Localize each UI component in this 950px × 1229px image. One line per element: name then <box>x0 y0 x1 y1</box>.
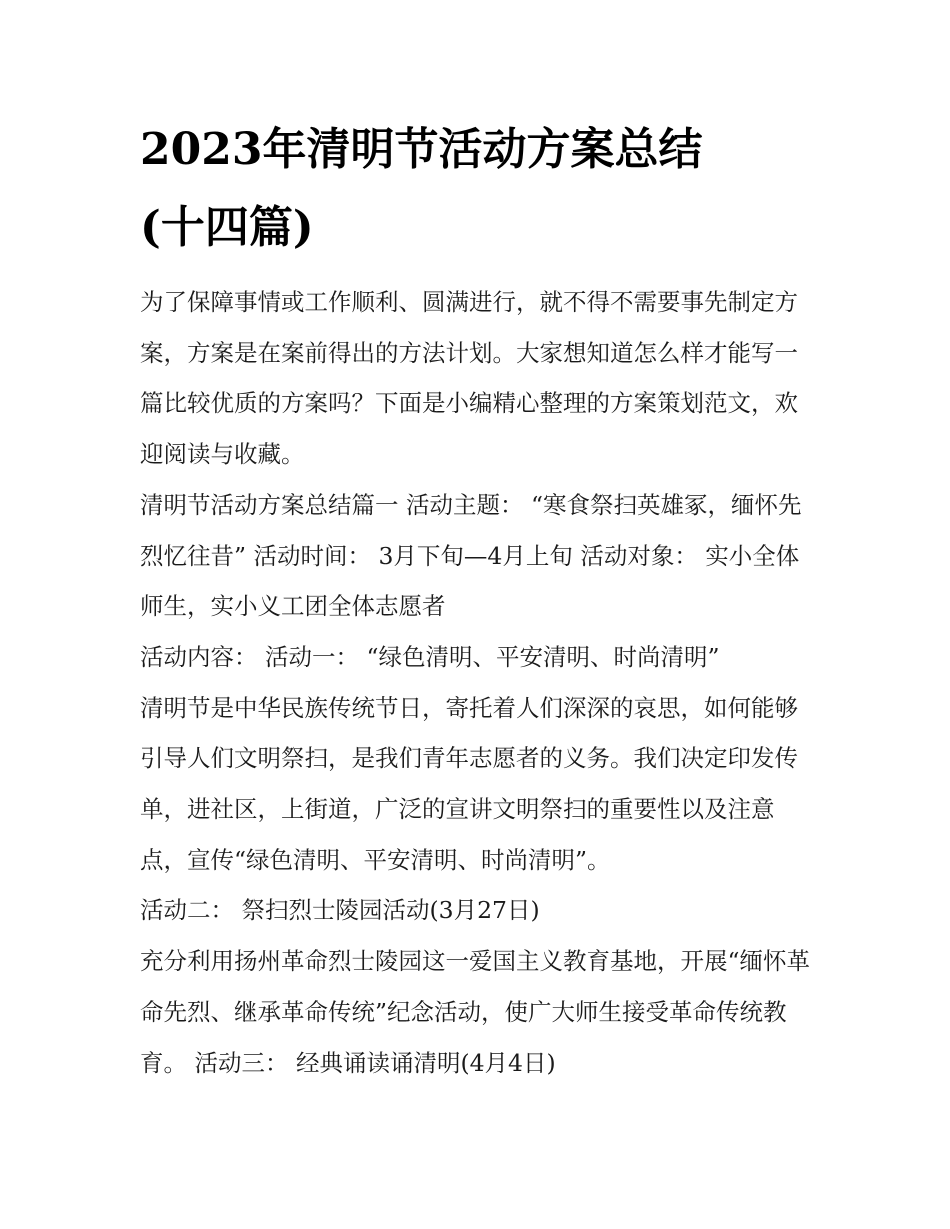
activity-two-paragraph: 充分利用扬州革命烈士陵园这一爱国主义教育基地，开展“缅怀革命先烈、继承革命传统”纪念活动，使广大师生接受革命传统教育。 活动三： 经典诵读诵清明(4月4日) <box>140 947 811 1077</box>
activity-one-heading: 活动内容： 活动一： “绿色清明、平安清明、时尚清明” <box>140 642 720 671</box>
intro-paragraph: 为了保障事情或工作顺利、圆满进行，就不得不需要事先制定方案，方案是在案前得出的方法计划。大家想知道怎么样才能写一篇比较优质的方案吗？下面是小编精心整理的方案策划范文，欢迎阅读与收藏。 <box>140 288 798 469</box>
document-body <box>140 277 820 1088</box>
activity-overview-paragraph: 清明节活动方案总结篇一 活动主题： “寒食祭扫英雄冢，缅怀先烈忆往昔” 活动时间： 3月下旬—4月上旬 活动对象： 实小全体师生，实小义工团全体志愿者 <box>140 490 802 621</box>
document-title-line-1: 2023年清明节活动方案总结 <box>140 124 703 175</box>
document-title-line-2: (十四篇) <box>140 202 314 253</box>
activity-two-heading: 活动二： 祭扫烈士陵园活动(3月27日) <box>140 896 540 925</box>
activity-one-paragraph: 清明节是中华民族传统节日，寄托着人们深深的哀思，如何能够引导人们文明祭扫，是我们青年志愿者的义务。我们决定印发传单，进社区，上街道，广泛的宣讲文明祭扫的重要性以及注意点，宣传“绿色清明、平安清明、时尚清明”。 <box>140 693 798 874</box>
